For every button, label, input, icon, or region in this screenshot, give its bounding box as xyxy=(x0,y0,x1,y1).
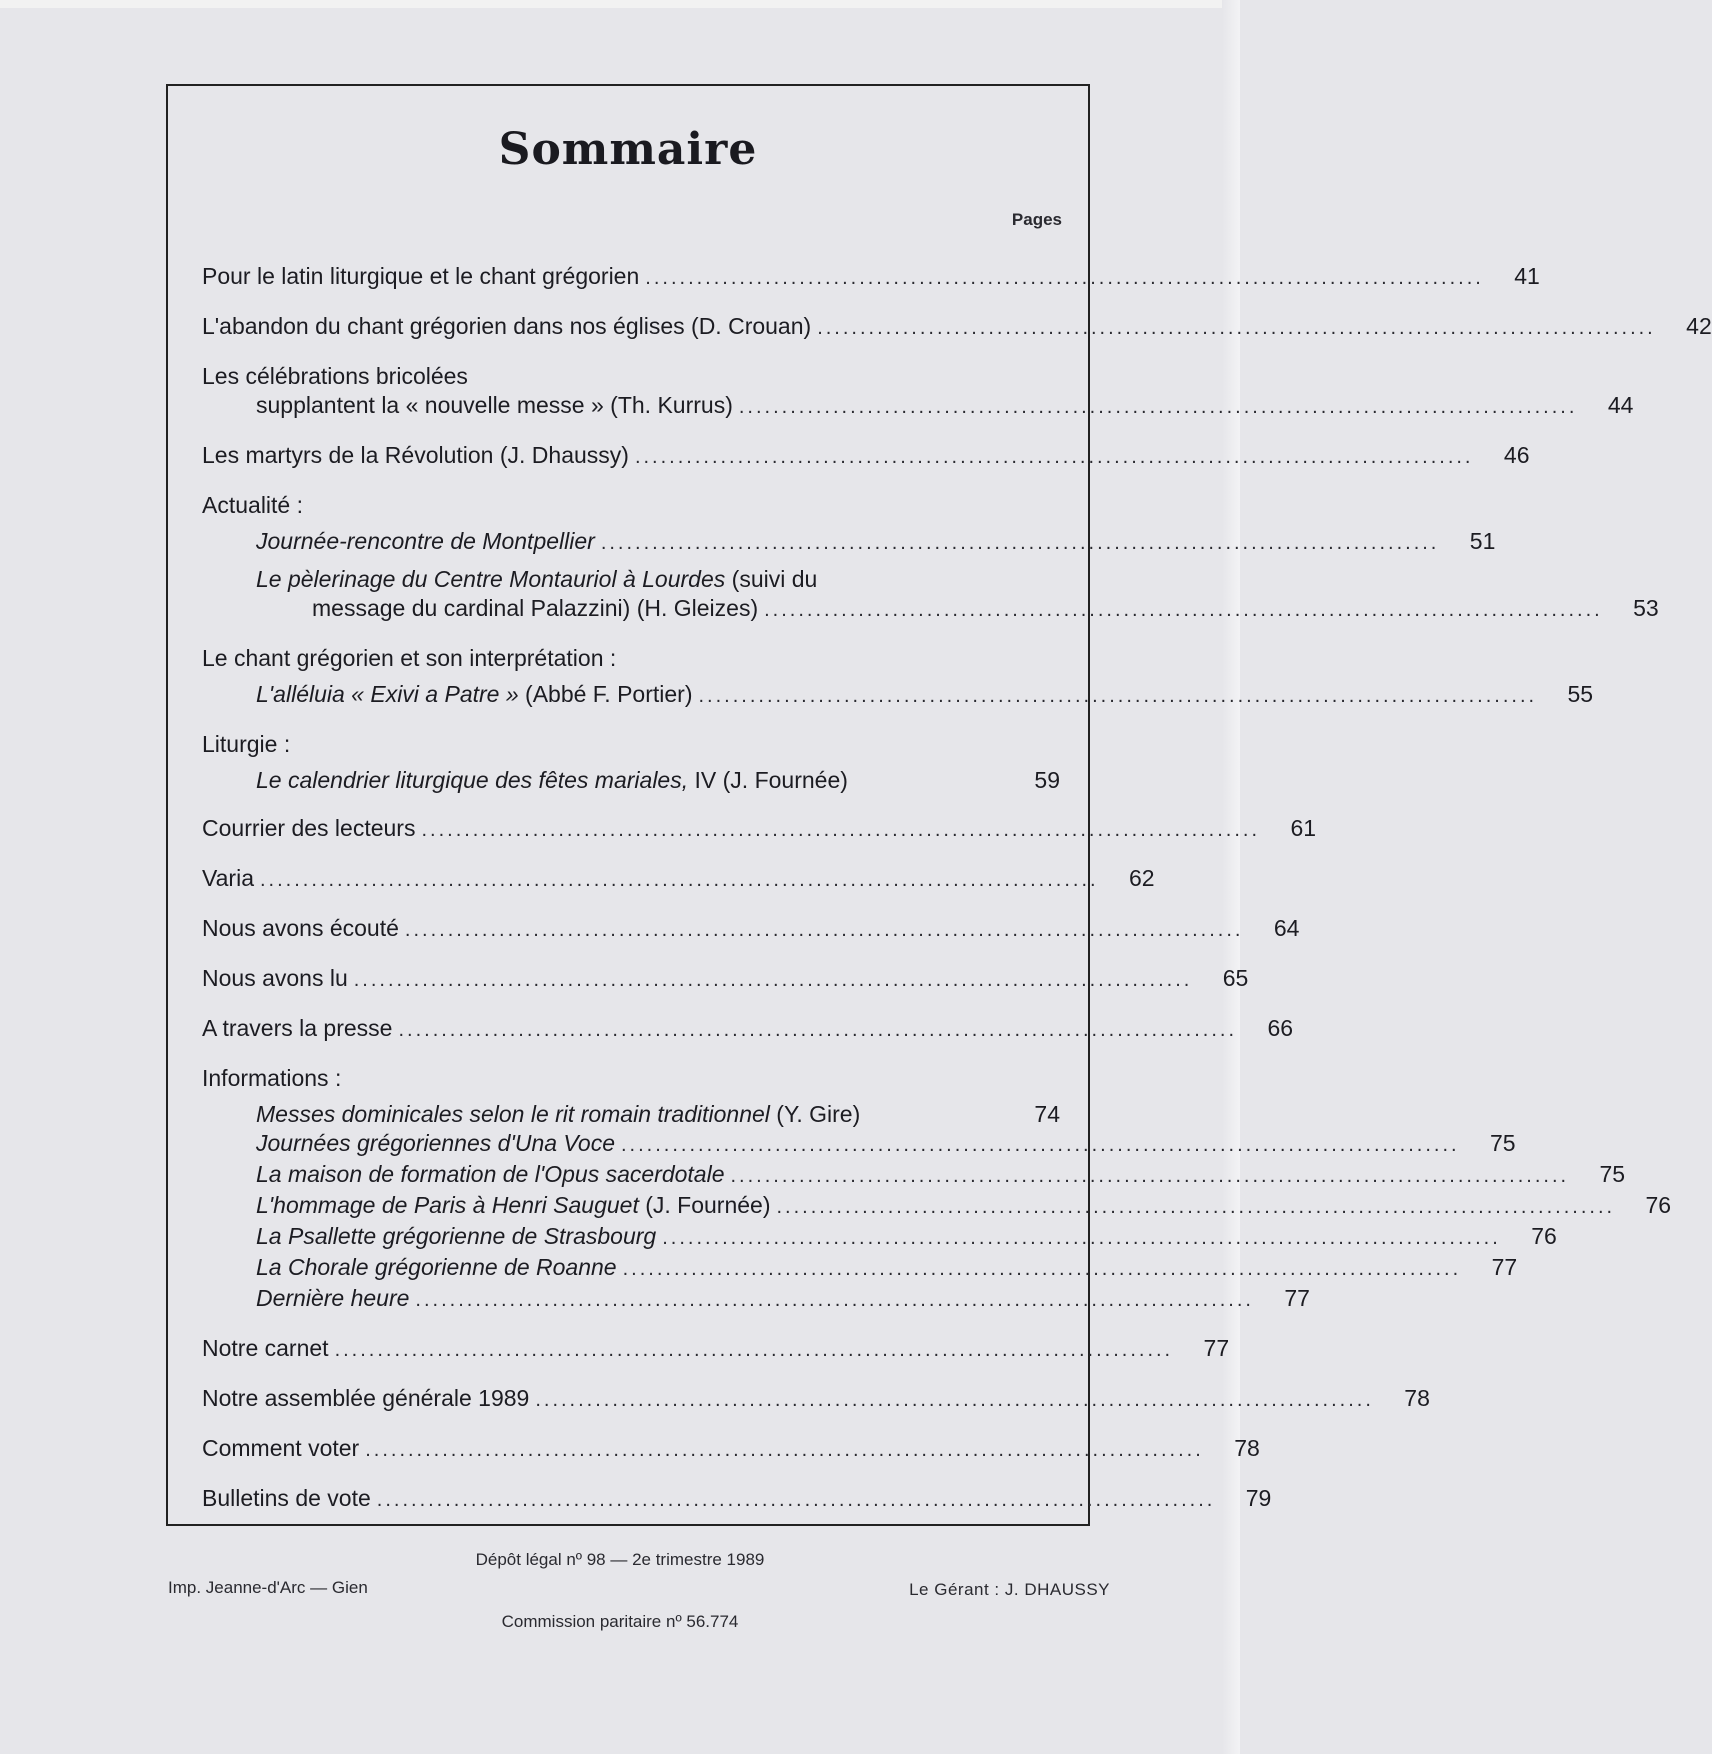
leader-dots: .................................................................................................. xyxy=(415,1289,1254,1311)
toc-entry xyxy=(202,1434,1260,1465)
toc-subentry-note: (Abbé F. Portier) xyxy=(518,681,693,707)
toc-entry xyxy=(202,1484,1272,1515)
toc-entry xyxy=(202,1384,1430,1415)
page-top-edge xyxy=(0,0,1240,8)
leader-dots: .................................................................................................. xyxy=(365,1439,1204,1461)
toc-entry-page: 77 xyxy=(1203,1335,1230,1361)
toc-entry xyxy=(202,914,1300,945)
toc-entry-page: 64 xyxy=(1273,915,1300,941)
section-heading xyxy=(202,730,1060,759)
toc-entry-page: 76 xyxy=(1531,1223,1557,1249)
section-heading xyxy=(202,644,1060,673)
leader-dots: .................................................................................................. xyxy=(698,685,1538,707)
toc-entry-page: 59 xyxy=(1034,767,1060,793)
leader-dots: .................................................................................................. xyxy=(376,1489,1216,1511)
leader-dots: .................................................................................................. xyxy=(421,819,1261,841)
legal-deposit-line: Dépôt légal nº 98 — 2e trimestre 1989 xyxy=(475,1550,765,1569)
section-heading-text: Actualité : xyxy=(202,492,303,518)
toc-subentry-title: L'hommage de Paris à Henri Sauguet xyxy=(256,1192,639,1218)
section-heading-text: Informations : xyxy=(202,1065,342,1091)
toc-entry-page: 76 xyxy=(1645,1192,1672,1218)
leader-dots: .................................................................................................. xyxy=(764,599,1603,621)
leader-dots: .................................................................................................. xyxy=(404,919,1244,941)
toc-subentry xyxy=(202,1160,1626,1191)
toc-entry-title: Nous avons lu xyxy=(202,965,348,991)
toc-entry xyxy=(202,1334,1230,1365)
toc-entry-page: 75 xyxy=(1489,1130,1516,1156)
toc-subentry xyxy=(202,1129,1516,1160)
toc-entry-title-continued: supplantent la « nouvelle messe » (Th. Kurrus) xyxy=(256,392,733,418)
toc-subentry-note: (J. Fournée) xyxy=(638,1192,771,1218)
printer-line: Imp. Jeanne-d'Arc — Gien xyxy=(168,1578,368,1597)
toc-subentry-title: La Chorale grégorienne de Roanne xyxy=(256,1254,617,1280)
toc-entry xyxy=(202,441,1530,472)
toc-subentry-title: Journée-rencontre de Montpellier xyxy=(256,528,595,554)
toc-entry xyxy=(202,964,1249,995)
section-heading xyxy=(202,1064,1060,1093)
toc-subentry-title-continued: message du cardinal Palazzini) (H. Gleizes) xyxy=(312,595,759,621)
toc-entry-page: 53 xyxy=(1633,595,1659,621)
toc-entry-line xyxy=(202,362,1060,391)
toc-entry-page: 78 xyxy=(1234,1435,1260,1461)
pages-column-label: Pages xyxy=(1011,210,1062,229)
toc-entry-title: Pour le latin liturgique et le chant grégorien xyxy=(202,263,640,289)
toc-entry-page: 61 xyxy=(1290,815,1317,841)
section-heading-text: Le chant grégorien et son interprétation : xyxy=(202,645,617,671)
leader-dots: .................................................................................................. xyxy=(622,1258,1462,1280)
toc-subentry-title: Messes dominicales selon le rit romain traditionnel xyxy=(256,1101,770,1127)
leader-dots: .................................................................................................. xyxy=(535,1389,1374,1411)
toc-entry-page: 55 xyxy=(1567,681,1594,707)
toc-entry xyxy=(202,262,1540,293)
toc-entry-title: Notre assemblée générale 1989 xyxy=(202,1385,530,1411)
toc-subentry-note: IV (J. Fournée) xyxy=(688,767,848,793)
toc-entry-title: L'abandon du chant grégorien dans nos églises (D. Crouan) xyxy=(202,313,812,339)
toc-entry xyxy=(202,312,1712,343)
leader-dots: .................................................................................................. xyxy=(634,446,1474,468)
toc-entry xyxy=(202,814,1317,845)
toc-subentry-title: La Psallette grégorienne de Strasbourg xyxy=(256,1223,657,1249)
leader-dots: .................................................................................................. xyxy=(662,1227,1501,1249)
section-heading xyxy=(202,491,1060,520)
toc-subentry-title: Dernière heure xyxy=(256,1285,410,1311)
toc-entry-title: Comment voter xyxy=(202,1435,360,1461)
leader-dots: .................................................................................................. xyxy=(645,267,1484,289)
toc-entry-page: 74 xyxy=(1034,1101,1060,1127)
leader-dots: .................................................................................................. xyxy=(776,1196,1616,1218)
toc-entry-page: 42 xyxy=(1686,313,1712,339)
section-heading-text: Liturgie : xyxy=(202,731,291,757)
toc-entry-title: Notre carnet xyxy=(202,1335,329,1361)
toc-subentry xyxy=(202,594,1659,625)
contents-frame xyxy=(166,84,1712,1526)
leader-dots: .................................................................................................. xyxy=(817,317,1656,339)
toc-entry-page: 75 xyxy=(1599,1161,1626,1187)
leader-dots: .................................................................................................. xyxy=(600,532,1440,554)
toc-entry-title: Courrier des lecteurs xyxy=(202,815,416,841)
toc-entry-page: 46 xyxy=(1503,442,1530,468)
leader-dots: .................................................................................................. xyxy=(398,1019,1238,1041)
toc-entry xyxy=(202,864,1155,895)
toc-subentry-note: (suivi du xyxy=(725,566,818,592)
toc-subentry xyxy=(202,680,1594,711)
toc-subentry-title: Le calendrier liturgique des fêtes mariales, xyxy=(256,767,689,793)
toc-entry xyxy=(202,391,1634,422)
toc-subentry-title: L'alléluia « Exivi a Patre » xyxy=(256,681,519,707)
leader-dots: .................................................................................................. xyxy=(260,869,1099,891)
toc-entry-page: 41 xyxy=(1514,263,1540,289)
toc-entry-title: Les martyrs de la Révolution (J. Dhaussy) xyxy=(202,442,629,468)
toc-entry-page: 51 xyxy=(1469,528,1496,554)
toc-subentry xyxy=(202,1253,1518,1284)
table-of-contents xyxy=(202,262,1712,1515)
toc-entry-title: Les célébrations bricolées xyxy=(202,363,468,389)
leader-dots: .................................................................................................. xyxy=(730,1165,1570,1187)
toc-subentry xyxy=(202,1222,1557,1253)
toc-entry xyxy=(202,1014,1294,1045)
toc-subentry xyxy=(202,1284,1310,1315)
page-title: Sommaire xyxy=(498,124,758,175)
toc-entry-page: 66 xyxy=(1267,1015,1294,1041)
manager-line: Le Gérant : J. DHAUSSY xyxy=(909,1580,1110,1599)
toc-subentry xyxy=(202,1100,1060,1129)
toc-entry-page: 65 xyxy=(1222,965,1249,991)
leader-dots: .................................................................................................. xyxy=(621,1134,1460,1156)
toc-entry-title: Varia xyxy=(202,865,254,891)
toc-subentry-title: Journées grégoriennes d'Una Voce xyxy=(256,1130,615,1156)
toc-entry-page: 77 xyxy=(1491,1254,1518,1280)
leader-dots: .................................................................................................. xyxy=(334,1339,1174,1361)
toc-subentry-title: Le pèlerinage du Centre Montauriol à Lourdes xyxy=(256,566,726,592)
toc-entry-page: 44 xyxy=(1607,392,1634,418)
leader-dots: .................................................................................................. xyxy=(353,969,1193,991)
toc-entry-page: 79 xyxy=(1245,1485,1272,1511)
toc-subentry xyxy=(202,1191,1672,1222)
toc-subentry xyxy=(202,766,1060,795)
toc-subentry-title: La maison de formation de l'Opus sacerdotale xyxy=(256,1161,725,1187)
toc-subentry xyxy=(202,527,1496,558)
toc-subentry-note: (Y. Gire) xyxy=(769,1101,861,1127)
leader-dots: .................................................................................................. xyxy=(738,396,1578,418)
toc-entry-page: 62 xyxy=(1128,865,1155,891)
toc-subentry-line xyxy=(202,565,1060,594)
toc-entry-title: Bulletins de vote xyxy=(202,1485,371,1511)
toc-entry-title: Nous avons écouté xyxy=(202,915,399,941)
toc-entry-title: A travers la presse xyxy=(202,1015,393,1041)
commission-line: Commission paritaire nº 56.774 xyxy=(501,1612,739,1631)
toc-entry-page: 77 xyxy=(1284,1285,1310,1311)
toc-entry-page: 78 xyxy=(1404,1385,1430,1411)
